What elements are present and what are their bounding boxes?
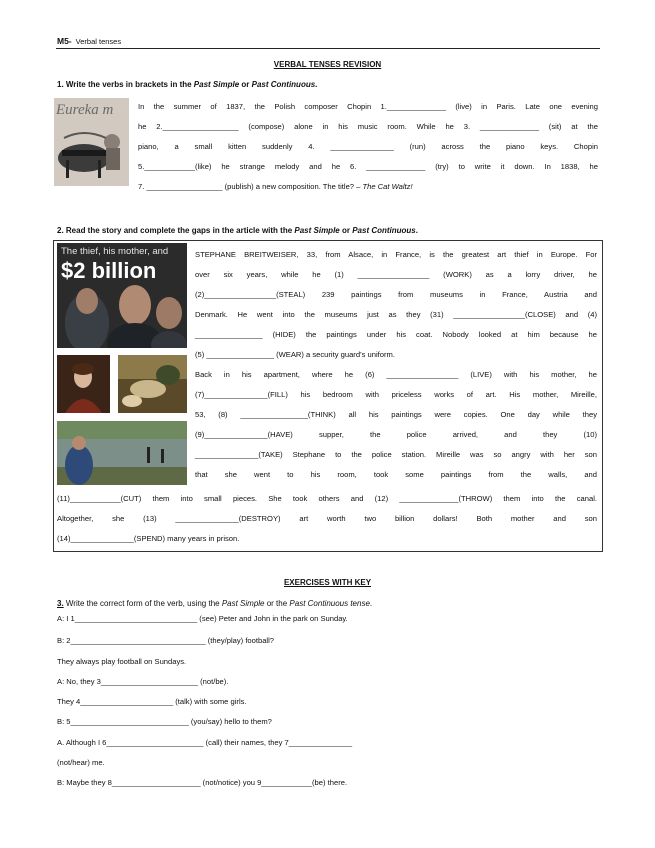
story-line: Back in his apartment, where he (6) _________________ (LIVE) with his mother, he: [195, 370, 597, 379]
photo-headline-amount: $2 billion: [61, 258, 157, 283]
portrait-painting-image: [57, 355, 110, 413]
ex3-line: They always play football on Sundays.: [57, 657, 187, 666]
ex3-instruction-text: Write the correct form of the verb, using the: [63, 599, 222, 608]
ex3-line: B: Maybe they 8_____________________ (not/notice) you 9____________(be) there.: [57, 778, 348, 787]
story-text-full: [57, 489, 597, 549]
story-line: _______________(TAKE) Stephane to the police station. Mireille was so angry with her son: [195, 450, 597, 459]
section-title-exercises: EXERCISES WITH KEY: [283, 578, 372, 587]
story-line: Altogether, she (13) _______________(DESTROY) art worth two billion dollars! Both mother and son: [57, 514, 597, 523]
story-line: over six years, while he (1) _________________ (WORK) as a lorry driver, he: [195, 270, 597, 279]
photo-headline: The thief, his mother, and: [61, 246, 169, 257]
story-line: ________________ (HIDE) the paintings under his coat. Nobody looked at him because he: [195, 330, 597, 339]
story-line: (5) ________________ (WEAR) a security guard’s uniform.: [195, 350, 395, 359]
ex1-instruction-or: or: [239, 80, 252, 89]
ex3-instruction-or: or the: [264, 599, 290, 608]
exercise2-instruction: [57, 226, 418, 235]
ex3-instruction-end: .: [369, 599, 373, 608]
ex1-last-line: [138, 177, 598, 197]
eureka-caption: Eureka m: [56, 102, 114, 118]
story-line: (7)_______________(FILL) his bedroom with priceless works of art. His mother, Mireille,: [195, 390, 597, 399]
ex2-instruction-text: 2. Read the story and complete the gaps in the article with the: [57, 226, 295, 235]
ex1-line: he 2.__________________ (compose) alone in his music room. While he 3. ______________ (sit) at the: [138, 122, 598, 131]
ex3-line: They 4______________________ (talk) with some girls.: [57, 697, 247, 706]
chopin-piano-image: [54, 98, 129, 186]
ex2-instruction-or: or: [339, 226, 353, 235]
ex1-instruction-end: .: [315, 80, 318, 89]
ex1-line: In the summer of 1837, the Polish composer Chopin 1.______________ (live) in Paris. Late one evening: [138, 102, 598, 111]
ex3-line: (not/hear) me.: [57, 758, 105, 767]
ex3-line: A: No, they 3_______________________ (not/be).: [57, 677, 229, 686]
exercise1-instruction: [57, 80, 317, 89]
story-line: that she went to his room, took some paintings from the walls, and: [195, 470, 597, 479]
exercise1-text: [138, 97, 598, 197]
ex2-instruction-tense1: Past Simple: [294, 226, 340, 235]
thief-news-photo: [57, 243, 187, 348]
ex3-instruction-tense2: Past Continuous tense: [289, 599, 370, 608]
ex2-instruction-end: .: [415, 226, 418, 235]
topic-label: Verbal tenses: [75, 37, 122, 46]
exercise3-instruction: [57, 599, 372, 608]
ex1-answer-title: The Cat Waltz!: [362, 182, 413, 191]
header-divider: [56, 48, 600, 49]
ex3-number: 3.: [57, 599, 64, 608]
story-line: Denmark. He went into the museums just as they (31) _________________(CLOSE) and (4): [195, 310, 597, 319]
police-canal-photo: [57, 421, 187, 485]
ex2-instruction-tense2: Past Continuous: [352, 226, 416, 235]
ex3-instruction-tense1: Past Simple: [221, 599, 265, 608]
ex3-line: A. Although I 6_______________________ (call) their names, they 7_______________: [57, 738, 353, 747]
ex1-last-line-text: 7. __________________ (publish) a new composition. The title? –: [138, 182, 363, 191]
story-line: (2)_________________(STEAL) 239 paintings from museums in France, Austria and: [195, 290, 597, 299]
story-line: STEPHANE BREITWEISER, 33, from Alsace, in France, is the greatest art thief in Europe. For: [195, 250, 597, 259]
story-line: (11)____________(CUT) them into small pieces. She took others and (12) ______________(THROW) them into the canal.: [57, 494, 597, 503]
ex1-instruction-text: 1. Write the verbs in brackets in the: [57, 80, 194, 89]
ex1-instruction-tense1: Past Simple: [193, 80, 240, 89]
ex3-line: B: 2________________________________ (they/play) football?: [57, 636, 275, 645]
landscape-painting-image: [118, 355, 187, 413]
story-line: 53, (8) ________________(THINK) all his paintings were copies. One day while they: [195, 410, 597, 419]
ex3-line: B: 5____________________________ (you/say) hello to them?: [57, 717, 272, 726]
ex1-line: piano, a small kitten suddenly 4. _______________ (run) across the piano keys. Chopin: [138, 142, 598, 151]
story-line: (14)_______________(SPEND) many years in prison.: [57, 534, 240, 543]
story-line: (9)_______________(HAVE) supper, the police arrived, and they (10): [195, 430, 597, 439]
page-header: [57, 36, 121, 46]
unit-label: M5-: [57, 36, 72, 46]
ex1-line: 5.____________(like) he strange melody and he 6. ______________ (try) to write it down. In 1838, he: [138, 162, 598, 171]
section-title-revision: VERBAL TENSES REVISION: [273, 60, 382, 69]
story-text-right: [195, 245, 597, 485]
ex3-line: A: I 1_____________________________ (see) Peter and John in the park on Sunday.: [57, 614, 348, 623]
ex1-instruction-tense2: Past Continuous: [251, 80, 316, 89]
